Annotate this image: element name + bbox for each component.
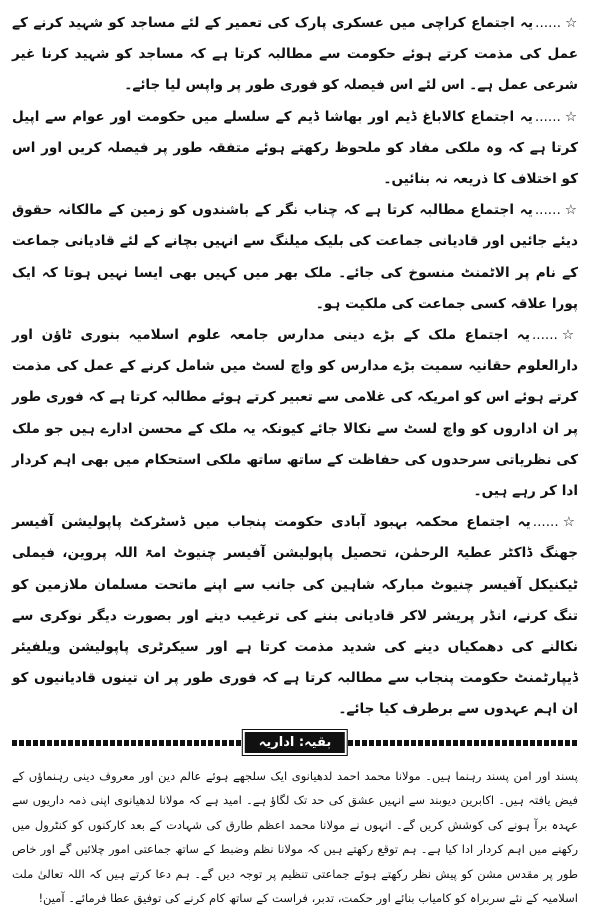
resolutions-list xyxy=(12,8,578,726)
resolution-item xyxy=(12,195,578,320)
star-icon: ☆ xyxy=(561,327,578,344)
resolution-text: یہ اجتماع کالاباغ ڈیم اور بھاشا ڈیم کے سلسلے میں حکومت اور عوام سے اپیل کرتا ہے کہ وہ ملکی مفاد کو ملحوظ رکھتے ہوئے متفقہ طور پر فیصلہ کریں اور اس کو اختلاف کا ذریعہ نہ بنائیں۔ xyxy=(12,108,578,188)
resolution-item xyxy=(12,102,578,196)
resolution-item xyxy=(12,320,578,507)
dots-separator: ...... xyxy=(534,202,561,219)
dots-separator: ...... xyxy=(535,15,562,31)
resolution-text: یہ اجتماع کراچی میں عسکری پارک کی تعمیر کے لئے مساجد کو شہید کرنے کے عمل کی مذمت کرتے ہوئے حکومت سے مطالبہ کرتا ہے کہ مساجد کو شہید کرنا غیر شرعی عمل ہے۔ اس لئے اس فیصلہ کو فوری طور پر واپس لیا جائے۔ xyxy=(12,15,578,94)
section-divider xyxy=(12,728,578,760)
resolution-item xyxy=(12,8,578,102)
star-icon: ☆ xyxy=(565,15,579,31)
editorial-continuation: پسند اور امن پسند رہنما ہیں۔ مولانا محمد احمد لدھیانوی ایک سلجھے ہوئے عالم دین اور معروف دینی رہنماؤں کے فیض یافتہ ہیں۔ اکابرین دیوبند سے انہیں عشق کی حد تک لگاؤ ہے۔ امید ہے کہ مولانا لدھیانوی اپنی ذمہ داریوں سے عہدہ برآ ہونے کی کوشش کریں گے۔ انہوں نے مولانا محمد اعظم طارق کی شہادت کے بعد کارکنوں کو کنٹرول میں رکھنے میں اہم کردار ادا کیا ہے۔ ہم توقع رکھتے ہیں کہ مولانا نظم وضبط کے ساتھ جماعتی امور چلائیں گے اور خاص طور پر مقدس مشن کو پیش نظر رکھتے ہوئے جماعتی تنظیم پر توجہ دیں گے۔ ہم دعا کرتے ہیں کہ اللہ تعالیٰ ملت اسلامیہ کے نئے سربراہ کو کامیاب بنائے اور حکمت، تدبر، فراست کے ساتھ کام کرنے کی توفیق عطا فرمائے۔ آمین! xyxy=(12,768,578,906)
dots-separator: ...... xyxy=(531,327,558,344)
star-icon: ☆ xyxy=(564,202,579,219)
dots-separator: ...... xyxy=(534,108,561,125)
dots-separator: ...... xyxy=(532,514,559,531)
continuation-badge: بقیہ: اداریہ xyxy=(243,730,347,755)
resolution-item xyxy=(12,507,578,725)
resolution-text: یہ اجتماع محکمہ بہبود آبادی حکومت پنجاب میں ڈسٹرکٹ پاپولیشن آفیسر جھنگ ڈاکٹر عطیۃ الرحمٰن، تحصیل پاپولیشن آفیسر چنیوٹ امۃ اللہ پروین، فیملی ٹیکنیکل آفیسر چنیوٹ مبارکہ شاہین کی جانب سے اپنے ماتحت مسلمان ملازمین کو تنگ کرنے، انڈر پریشر لاکر قادیانی بننے کی ترغیب دینے اور بصورت دیگر نوکری سے نکالنے کی دھمکیاں دینے کی شدید مذمت کرتا ہے اور سیکرٹری پاپولیشن ویلفیئر ڈیپارٹمنٹ حکومت پنجاب سے مطالبہ کرتا ہے کہ فوری طور پر ان تینوں قادیانیوں کو ان اہم عہدوں سے برطرف کیا جائے۔ xyxy=(12,514,578,718)
star-icon: ☆ xyxy=(562,514,579,531)
star-icon: ☆ xyxy=(564,108,579,125)
resolution-text: یہ اجتماع ملک کے بڑے دینی مدارس جامعہ علوم اسلامیہ بنوری ٹاؤن اور دارالعلوم حقانیہ سمیت بڑے مدارس کو واچ لسٹ میں شامل کرنے کے عمل کی مذمت کرتے ہوئے اس کو امریکہ کی غلامی سے تعبیر کرتے ہوئے مطالبہ کرتا ہے کہ فوری طور پر ان اداروں کو واچ لسٹ سے نکالا جائے کیونکہ یہ ملک کے محسن ادارے ہیں جو ملک کی نظریاتی سرحدوں کی حفاظت کے ساتھ ساتھ ملکی استحکام میں بھی اہم کردار ادا کر رہے ہیں۔ xyxy=(12,327,578,500)
resolution-text: یہ اجتماع مطالبہ کرتا ہے کہ چناب نگر کے باشندوں کو زمین کے مالکانہ حقوق دیئے جائیں اور قادیانی جماعت کی بلیک میلنگ سے انہیں بچانے کے لئے قادیانی جماعت کے نام پر الاٹمنٹ منسوخ کی جائے۔ ملک بھر میں کہیں بھی ایسا نہیں ہوتا کہ ایک پورا علاقہ کسی جماعت کی ملکیت ہو۔ xyxy=(12,202,578,312)
